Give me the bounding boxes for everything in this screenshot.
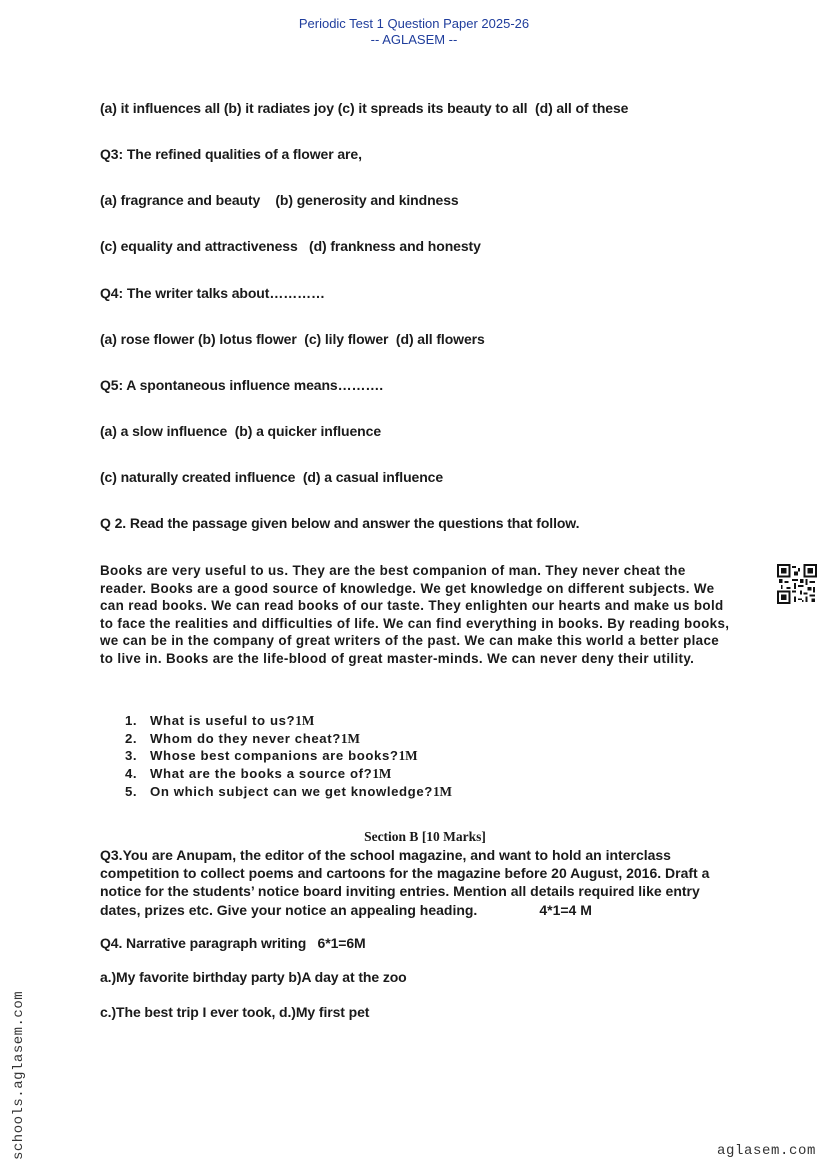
q5-options-ab: (a) a slow influence (b) a quicker influence	[100, 423, 382, 439]
q4-options-1: a.)My favorite birthday party b)A day at the zoo	[100, 969, 407, 985]
q3-text: Q3.You are Anupam, the editor of the school magazine, and want to hold an interclass competition to collect poems and cartoons for the magazine before 20 August, 2016. Draft a notice for the students’ notice board inviting entries. Mention all details required like entry dates, prizes etc. Give your notice an appealing heading.	[100, 847, 710, 918]
reading-passage: Books are very useful to us. They are the best companion of man. They never cheat the reader. Books are a good source of knowledge. We get knowledge on different subjects. We can read books. We can read books of our taste. They enlighten our hearts and make us bold to face the realities and difficulties of life. We can find everything in books. By reading books, we can be in the company of great writers of the past. We can make this world a better place to live in. Books are the life-blood of great master-minds. We can never deny their utility.	[100, 563, 730, 666]
q3-question: Q3: The refined qualities of a flower are,	[100, 146, 362, 162]
q2-instruction: Q 2. Read the passage given below and answer the questions that follow.	[100, 515, 580, 531]
list-item: 1. What is useful to us?1M	[125, 713, 315, 728]
footer-watermark: aglasem.com	[716, 1143, 816, 1159]
q3-marks: 4*1=4 M	[539, 901, 592, 918]
q4-options-2: c.)The best trip I ever took, d.)My first pet	[100, 1004, 370, 1020]
q4-title: Q4. Narrative paragraph writing 6*1=6M	[100, 935, 366, 951]
q3-options-cd: (c) equality and attractiveness (d) frankness and honesty	[100, 238, 481, 254]
q5-options-cd: (c) naturally created influence (d) a casual influence	[100, 469, 444, 485]
q3-options-ab: (a) fragrance and beauty (b) generosity and kindness	[100, 192, 459, 208]
question-list	[125, 712, 452, 801]
q4-question: Q4: The writer talks about…………	[100, 285, 325, 301]
qr-code-icon	[777, 564, 817, 604]
q5-question: Q5: A spontaneous influence means……….	[100, 377, 384, 393]
q4-options: (a) rose flower (b) lotus flower (c) lily flower (d) all flowers	[100, 331, 485, 347]
q3-notice-question	[100, 846, 740, 919]
list-item: 2. Whom do they never cheat?1M	[125, 730, 360, 746]
page-header	[0, 16, 828, 48]
list-item: 3. Whose best companions are books?1M	[125, 748, 418, 764]
section-b-heading: Section B [10 Marks]	[364, 829, 486, 844]
list-item: 4. What are the books a source of?1M	[125, 766, 392, 782]
header-subtitle: -- AGLASEM --	[370, 32, 458, 47]
side-watermark: schools.aglasem.com	[11, 990, 27, 1160]
list-item: 5. On which subject can we get knowledge?1M	[125, 783, 452, 799]
header-title: Periodic Test 1 Question Paper 2025-26	[298, 16, 530, 31]
q2-options-line: (a) it influences all (b) it radiates joy (c) it spreads its beauty to all (d) all of these	[100, 100, 629, 116]
